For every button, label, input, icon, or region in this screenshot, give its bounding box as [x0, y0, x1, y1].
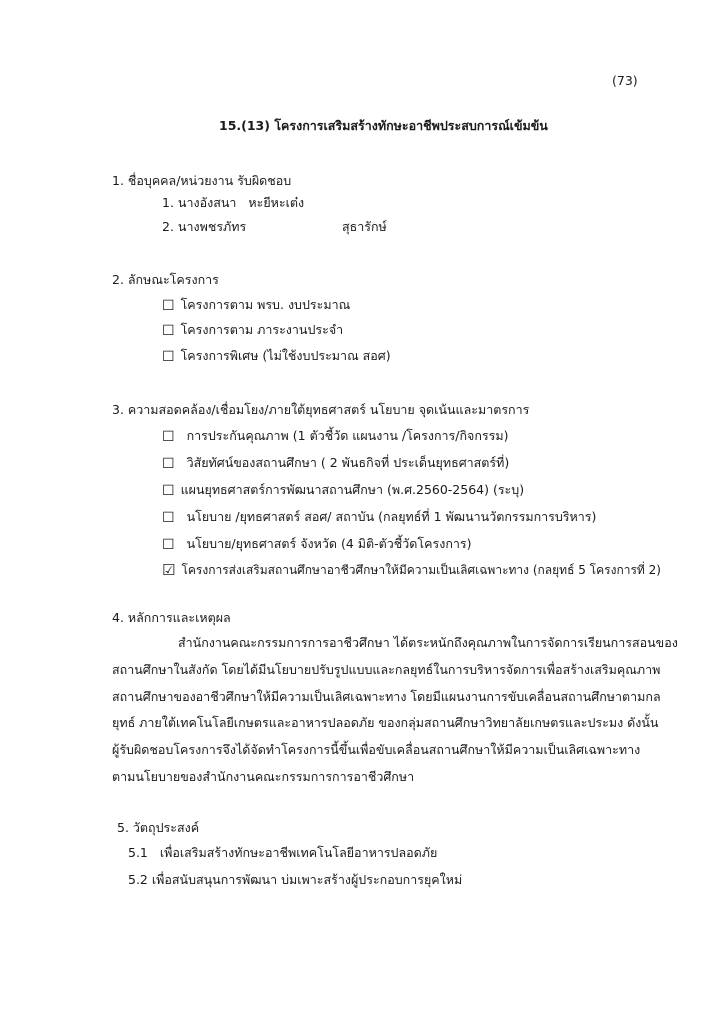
- document-title: 15.(13) โครงการเสริมสร้างทักษะอาชีพประสบการณ์เข้มข้น: [219, 118, 548, 133]
- rationale-line-3: สถานศึกษาของอาชีวศึกษาให้มีความเป็นเลิศเฉพาะทาง โดยมีแผนงานการขับเคลื่อนสถานศึกษาตามกล: [112, 689, 661, 704]
- person-1-first-name: นางอังสนา: [177, 195, 237, 210]
- checkbox-empty-icon: ☐: [162, 323, 175, 339]
- option-label: โครงการตาม ภาระงานประจำ: [180, 322, 344, 337]
- checkbox-empty-icon: ☐: [162, 349, 175, 365]
- project-type-option-3: [162, 348, 391, 364]
- option-label: โครงการส่งเสริมสถานศึกษาอาชีวศึกษาให้มีความเป็นเลิศเฉพาะทาง (กลยุทธ์ 5 โครงการที่ 2): [181, 563, 661, 577]
- checkbox-empty-icon: ☐: [162, 429, 175, 445]
- project-type-option-1: [162, 297, 350, 313]
- option-label: โครงการพิเศษ (ไม่ใช้งบประมาณ สอศ): [180, 348, 391, 363]
- objective-1: [128, 845, 437, 861]
- option-label: วิสัยทัศน์ของสถานศึกษา ( 2 พันธกิจที่ ประเด็นยุทธศาสตร์ที่): [186, 455, 510, 470]
- objective-1-number: 5.1: [128, 845, 148, 860]
- rationale-line-4: ยุทธ์ ภายใต้เทคโนโลยีเกษตรและอาหารปลอดภัย ของกลุ่มสถานศึกษาวิทยาลัยเกษตรและประมง ดังนั้น: [112, 715, 659, 730]
- project-type-option-2: [162, 322, 343, 338]
- section-3-heading: 3. ความสอดคล้อง/เชื่อมโยง/ภายใต้ยุทธศาสตร์ นโยบาย จุดเน้นและมาตรการ: [112, 402, 530, 417]
- objective-1-text: เพื่อเสริมสร้างทักษะอาชีพเทคโนโลยีอาหารปลอดภัย: [159, 845, 438, 860]
- person-2: [162, 219, 387, 235]
- page-number: (73): [612, 73, 638, 88]
- person-2-number: 2.: [162, 219, 174, 234]
- rationale-line-1: สำนักงานคณะกรรมการการอาชีวศึกษา ได้ตระหนักถึงคุณภาพในการจัดการเรียนการสอนของ: [178, 635, 678, 650]
- section-4-heading: 4. หลักการและเหตุผล: [112, 610, 231, 625]
- option-label: นโยบาย/ยุทธศาสตร์ จังหวัด (4 มิติ-ตัวชี้วัดโครงการ): [186, 536, 472, 551]
- option-label: นโยบาย /ยุทธศาสตร์ สอศ/ สถาบัน (กลยุทธ์ที่ 1 พัฒนานวัตกรรมการบริหาร): [186, 509, 597, 524]
- option-label: โครงการตาม พรบ. งบประมาณ: [180, 297, 351, 312]
- option-label: แผนยุทธศาสตร์การพัฒนาสถานศึกษา (พ.ศ.2560-2564) (ระบุ): [180, 482, 525, 497]
- person-1: [162, 195, 304, 211]
- objective-2: [128, 872, 462, 888]
- objective-2-text: เพื่อสนับสนุนการพัฒนา บ่มเพาะสร้างผู้ประกอบการยุคใหม่: [151, 872, 463, 887]
- alignment-option-4: [162, 509, 596, 525]
- checkbox-empty-icon: ☐: [162, 483, 175, 499]
- rationale-line-2: สถานศึกษาในสังกัด โดยได้มีนโยบายปรับรูปแบบและกลยุทธ์ในการบริหารจัดการเพื่อสร้างเสริมคุณภาพ: [112, 662, 661, 677]
- alignment-option-3: [162, 482, 524, 498]
- alignment-option-6: [162, 562, 661, 578]
- section-1-heading: 1. ชื่อบุคคล/หน่วยงาน รับผิดชอบ: [112, 173, 292, 188]
- person-2-first-name: นางพชรภัทร: [177, 219, 247, 234]
- person-2-last-name: สุธารักษ์: [342, 219, 387, 234]
- rationale-line-6: ตามนโยบายของสำนักงานคณะกรรมการการอาชีวศึกษา: [112, 769, 415, 784]
- section-2-heading: 2. ลักษณะโครงการ: [112, 272, 219, 287]
- option-label: การประกันคุณภาพ (1 ตัวชี้วัด แผนงาน /โครงการ/กิจกรรม): [186, 428, 509, 443]
- person-1-last-name: หะยีหะเต๋ง: [248, 195, 305, 210]
- person-1-number: 1.: [162, 195, 174, 210]
- rationale-line-5: ผู้รับผิดชอบโครงการจึงได้จัดทำโครงการนี้ขึ้นเพื่อขับเคลื่อนสถานศึกษาให้มีความเป็นเลิศเฉพาะทาง: [112, 742, 641, 757]
- checkbox-checked-icon: ☑: [162, 561, 176, 579]
- alignment-option-1: [162, 428, 509, 444]
- alignment-option-2: [162, 455, 509, 471]
- checkbox-empty-icon: ☐: [162, 510, 175, 526]
- objective-2-number: 5.2: [128, 872, 148, 887]
- alignment-option-5: [162, 536, 472, 552]
- checkbox-empty-icon: ☐: [162, 456, 175, 472]
- checkbox-empty-icon: ☐: [162, 298, 175, 314]
- checkbox-empty-icon: ☐: [162, 537, 175, 553]
- section-5-heading: 5. วัตถุประสงค์: [117, 820, 200, 835]
